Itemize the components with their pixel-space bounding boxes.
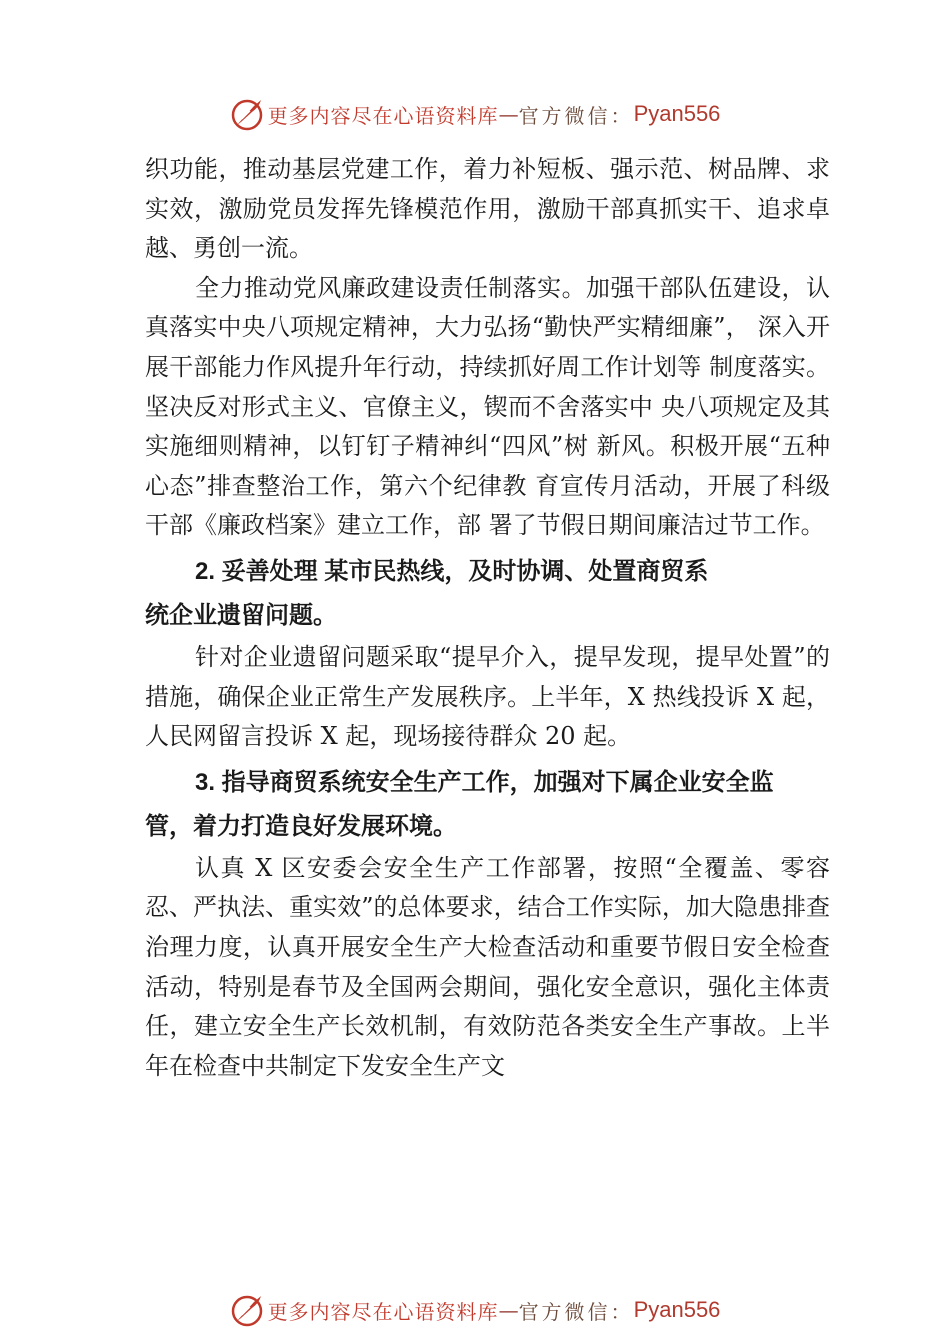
section-2-body: 针对企业遗留问题采取“提早介入，提早发现，提早处置”的措施，确保企业正常生产发展秩序。上半年，X 热线投诉 X 起，人民网留言投诉 X 起，现场接待群众 20 起。 [145,642,830,751]
watermark-separator: — [498,1298,519,1322]
section-2-heading-line1: 2. 妥善处理 某市民热线，及时协调、处置商贸系 [195,557,709,585]
watermark-label: 更多内容尽在心语资料库 [267,1299,499,1324]
quill-logo-icon [230,97,264,131]
watermark-separator: — [498,102,519,126]
watermark-wechat-id: Pyan556 [633,1297,721,1322]
watermark-wechat-id: Pyan556 [633,101,721,126]
document-body [145,150,830,1086]
watermark-footer [0,1290,950,1330]
quill-logo-icon [230,1293,264,1327]
section-2-heading-line2: 统企业遗留问题。 [145,601,337,629]
section-3-body: 认真 X 区安委会安全生产工作部署，按照“全覆盖、零容忍、严执法、重实效”的总体要求，结合工作实际，加大隐患排查治理力度，认真开展安全生产大检查活动和重要节假日安全检查活动，特别是春节及全国两会期间，强化安全意识，强化主体责任，建立安全生产长效机制，有效防范各类安全生产事故。上半年在检查中共制定下发安全生产文 [145,853,830,1080]
section-2-heading [145,550,830,638]
watermark-header [0,94,950,134]
watermark-wechat-label: 官方微信： [518,103,634,128]
section-3-heading [145,761,830,849]
paragraph-continuation: 织功能，推动基层党建工作，着力补短板、强示范、树品牌、求实效，激励党员发挥先锋模范作用，激励干部真抓实干、追求卓越、勇创一流。 [145,155,830,263]
paragraph-party-conduct: 全力推动党风廉政建设责任制落实。加强干部队伍建设，认真落实中央八项规定精神，大力弘扬“勤快严实精细廉”， 深入开展干部能力作风提升年行动，持续抓好周工作计划等 制度落实。坚决反对形式主义、官僚主义，锲而不舍落实中 央八项规定及其实施细则精神，以钉钉子精神纠“四风”树 新风。积极开展“五种心态”排查整治工作，第六个纪律教 育宣传月活动，开展了科级干部《廉政档案》建立工作，部 署了节假日期间廉洁过节工作。 [145,273,830,540]
watermark-wechat-label: 官方微信： [518,1299,634,1324]
watermark-label: 更多内容尽在心语资料库 [267,103,499,128]
section-3-heading-line2: 管，着力打造良好发展环境。 [145,812,457,840]
section-3-heading-line1: 3. 指导商贸系统安全生产工作，加强对下属企业安全监 [195,768,774,796]
